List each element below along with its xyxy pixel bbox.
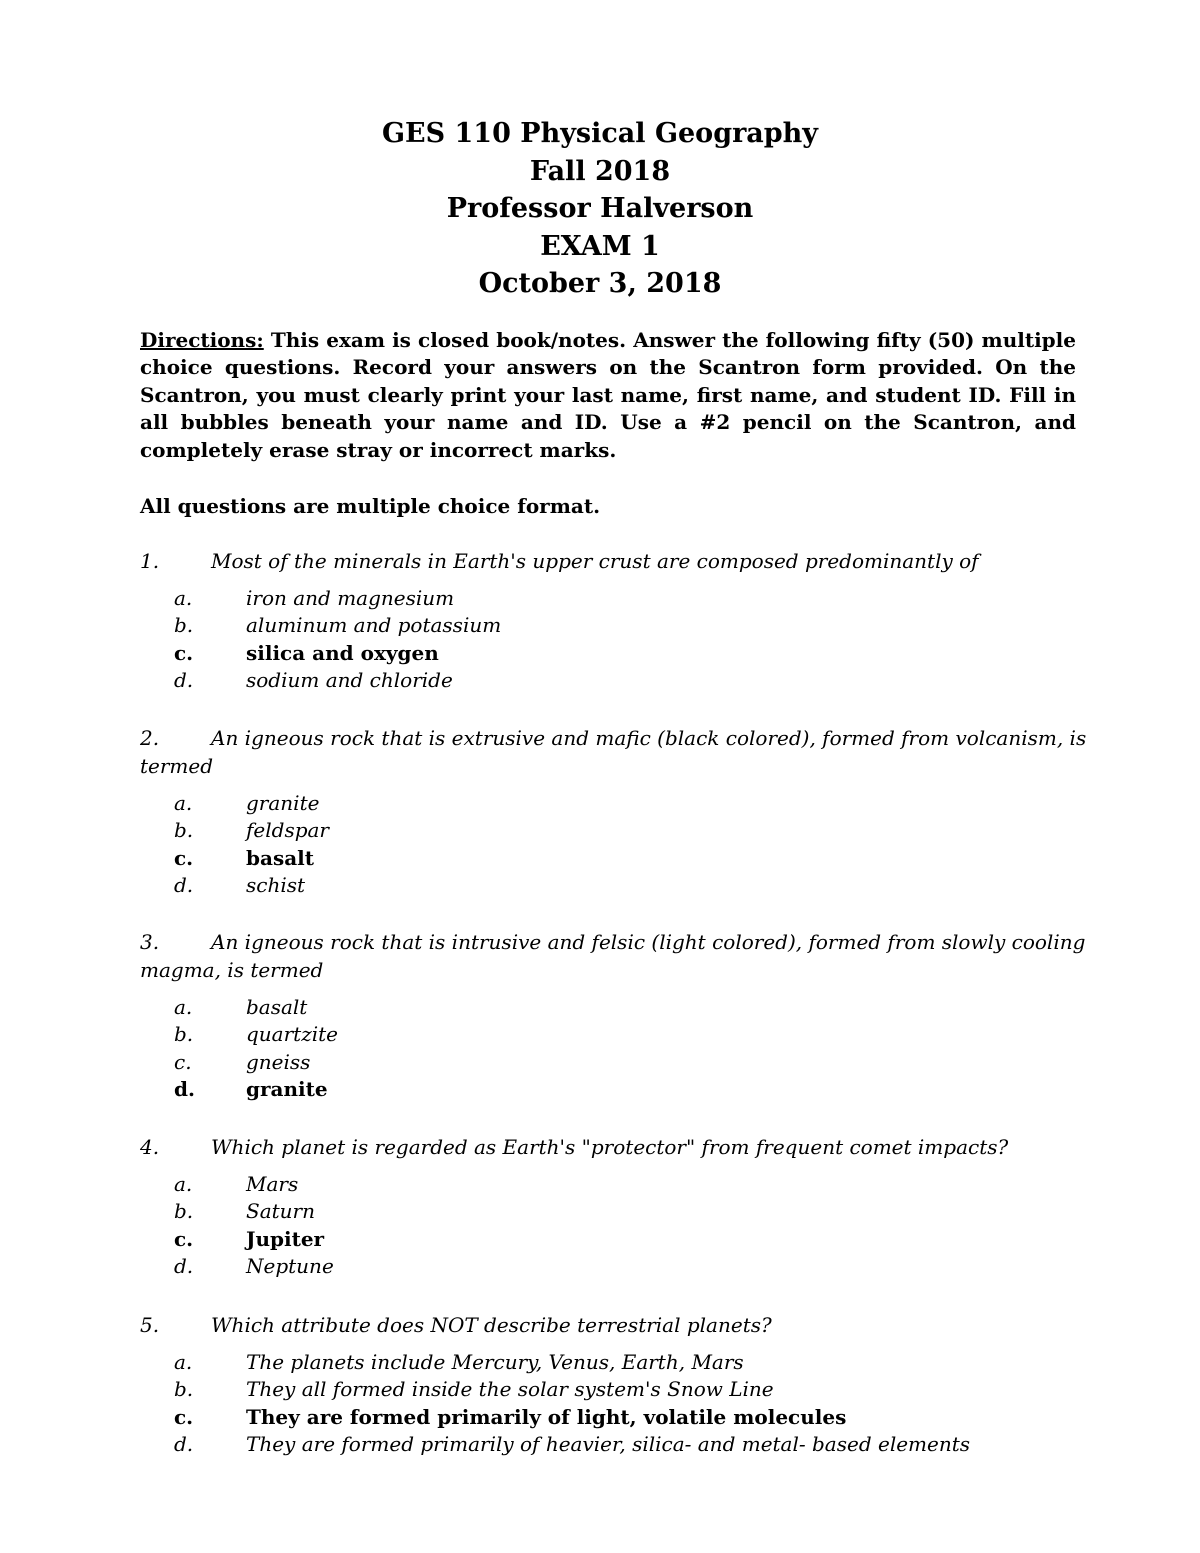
choice-list bbox=[140, 790, 1070, 900]
choice-letter: c. bbox=[174, 1049, 192, 1074]
choice-text: sodium and chloride bbox=[246, 668, 453, 693]
choice-letter: c. bbox=[174, 640, 194, 665]
question-5 bbox=[140, 1311, 1070, 1459]
question-text bbox=[140, 724, 1087, 780]
choice-d bbox=[140, 1253, 1070, 1280]
choice-letter: d. bbox=[174, 1077, 195, 1102]
choice-letter: c. bbox=[174, 845, 194, 870]
choice-letter: c. bbox=[174, 1226, 194, 1251]
choice-c bbox=[140, 1049, 1070, 1076]
choice-c-answer bbox=[140, 1404, 1070, 1431]
choice-c-answer bbox=[140, 845, 1070, 872]
choice-text: The planets include Mercury, Venus, Earth, Mars bbox=[246, 1350, 744, 1374]
question-stem: An igneous rock that is extrusive and mafic (black colored), formed from volcanism, is bbox=[211, 726, 1087, 750]
choice-text: aluminum and potassium bbox=[246, 613, 502, 638]
question-text bbox=[140, 547, 1070, 575]
question-number: 2. bbox=[140, 726, 160, 750]
question-text bbox=[140, 1311, 1070, 1339]
directions-label: Directions: bbox=[140, 328, 264, 352]
choice-letter: d. bbox=[174, 1254, 194, 1279]
choice-text: silica and oxygen bbox=[246, 640, 439, 665]
choice-letter: d. bbox=[174, 1432, 194, 1457]
choice-letter: a. bbox=[174, 1172, 193, 1196]
choice-c-answer bbox=[140, 1226, 1070, 1253]
question-stem: Most of the minerals in Earth's upper crust are composed predominantly of bbox=[211, 549, 979, 573]
format-note: All questions are multiple choice format. bbox=[140, 494, 601, 518]
question-text bbox=[140, 1133, 1070, 1161]
choice-d bbox=[140, 667, 1070, 694]
question-number: 5. bbox=[140, 1313, 160, 1337]
choice-list bbox=[140, 994, 1070, 1104]
choice-text: Jupiter bbox=[246, 1226, 325, 1251]
choice-list bbox=[140, 1349, 1070, 1459]
question-stem-continued: magma, is termed bbox=[140, 958, 324, 982]
choice-list bbox=[140, 585, 1070, 695]
directions-text: This exam is closed book/notes. Answer the following fifty (50) multiple choice questions. Record your answers on the Scantron form provided. On the Scantron, you must clearly print your last name, first name, and student ID. Fill in all bubbles beneath your name and ID. Use a #2 pencil on the Scantron, and completely erase stray or incorrect marks. bbox=[140, 328, 1076, 462]
choice-text: Mars bbox=[246, 1172, 299, 1196]
question-stem: Which planet is regarded as Earth's "protector" from frequent comet impacts? bbox=[211, 1135, 1009, 1159]
choice-a bbox=[140, 790, 1070, 817]
question-stem-continued: termed bbox=[140, 754, 214, 778]
exam-header bbox=[0, 115, 1200, 303]
choice-text: iron and magnesium bbox=[246, 586, 455, 610]
choice-d bbox=[140, 1431, 1070, 1458]
choice-letter: b. bbox=[174, 818, 194, 843]
choice-text: quartzite bbox=[246, 1022, 339, 1047]
question-number: 4. bbox=[140, 1135, 160, 1159]
choice-letter: b. bbox=[174, 1377, 194, 1402]
question-3 bbox=[140, 928, 1086, 1104]
choice-text: basalt bbox=[246, 995, 308, 1019]
choice-letter: c. bbox=[174, 1404, 194, 1429]
exam-date: October 3, 2018 bbox=[478, 268, 722, 299]
choice-b bbox=[140, 612, 1070, 639]
course-title: GES 110 Physical Geography bbox=[381, 118, 818, 149]
choice-text: schist bbox=[246, 873, 306, 898]
professor: Professor Halverson bbox=[446, 193, 754, 224]
choice-letter: b. bbox=[174, 1199, 194, 1224]
choice-letter: b. bbox=[174, 1022, 194, 1047]
choice-b bbox=[140, 1376, 1070, 1403]
choice-text: They are formed primarily of light, volatile molecules bbox=[246, 1404, 847, 1429]
choice-a bbox=[140, 994, 1070, 1021]
term: Fall 2018 bbox=[529, 155, 671, 187]
choice-list bbox=[140, 1171, 1070, 1281]
choice-letter: a. bbox=[174, 791, 193, 815]
choice-d-answer bbox=[140, 1076, 1070, 1103]
question-1 bbox=[140, 547, 1070, 695]
choice-d bbox=[140, 872, 1070, 899]
choice-b bbox=[140, 1021, 1070, 1048]
choice-a bbox=[140, 1171, 1070, 1198]
choice-text: They all formed inside the solar system's Snow Line bbox=[246, 1377, 774, 1402]
exam-title: EXAM 1 bbox=[540, 230, 660, 262]
choice-text: Neptune bbox=[246, 1254, 334, 1279]
choice-text: gneiss bbox=[246, 1049, 311, 1074]
question-stem: An igneous rock that is intrusive and felsic (light colored), formed from slowly cooling bbox=[211, 930, 1086, 954]
choice-letter: b. bbox=[174, 613, 194, 638]
choice-a bbox=[140, 585, 1070, 612]
question-2 bbox=[140, 724, 1087, 900]
choice-text: basalt bbox=[246, 845, 314, 870]
choice-text: granite bbox=[246, 1077, 328, 1102]
choice-b bbox=[140, 817, 1070, 844]
choice-text: feldspar bbox=[246, 818, 329, 843]
question-number: 1. bbox=[140, 549, 160, 573]
choice-text: granite bbox=[246, 791, 320, 815]
choice-b bbox=[140, 1198, 1070, 1225]
choice-c-answer bbox=[140, 640, 1070, 667]
directions-paragraph bbox=[140, 327, 1076, 464]
choice-letter: a. bbox=[174, 995, 193, 1019]
question-stem: Which attribute does NOT describe terrestrial planets? bbox=[211, 1313, 772, 1337]
choice-letter: d. bbox=[174, 668, 194, 693]
choice-text: Saturn bbox=[246, 1199, 315, 1224]
choice-letter: d. bbox=[174, 873, 194, 898]
choice-letter: a. bbox=[174, 1350, 193, 1374]
choice-text: They are formed primarily of heavier, silica- and metal- based elements bbox=[246, 1432, 971, 1457]
choice-letter: a. bbox=[174, 586, 193, 610]
question-text bbox=[140, 928, 1086, 984]
question-number: 3. bbox=[140, 930, 160, 954]
choice-a bbox=[140, 1349, 1070, 1376]
question-4 bbox=[140, 1133, 1070, 1281]
